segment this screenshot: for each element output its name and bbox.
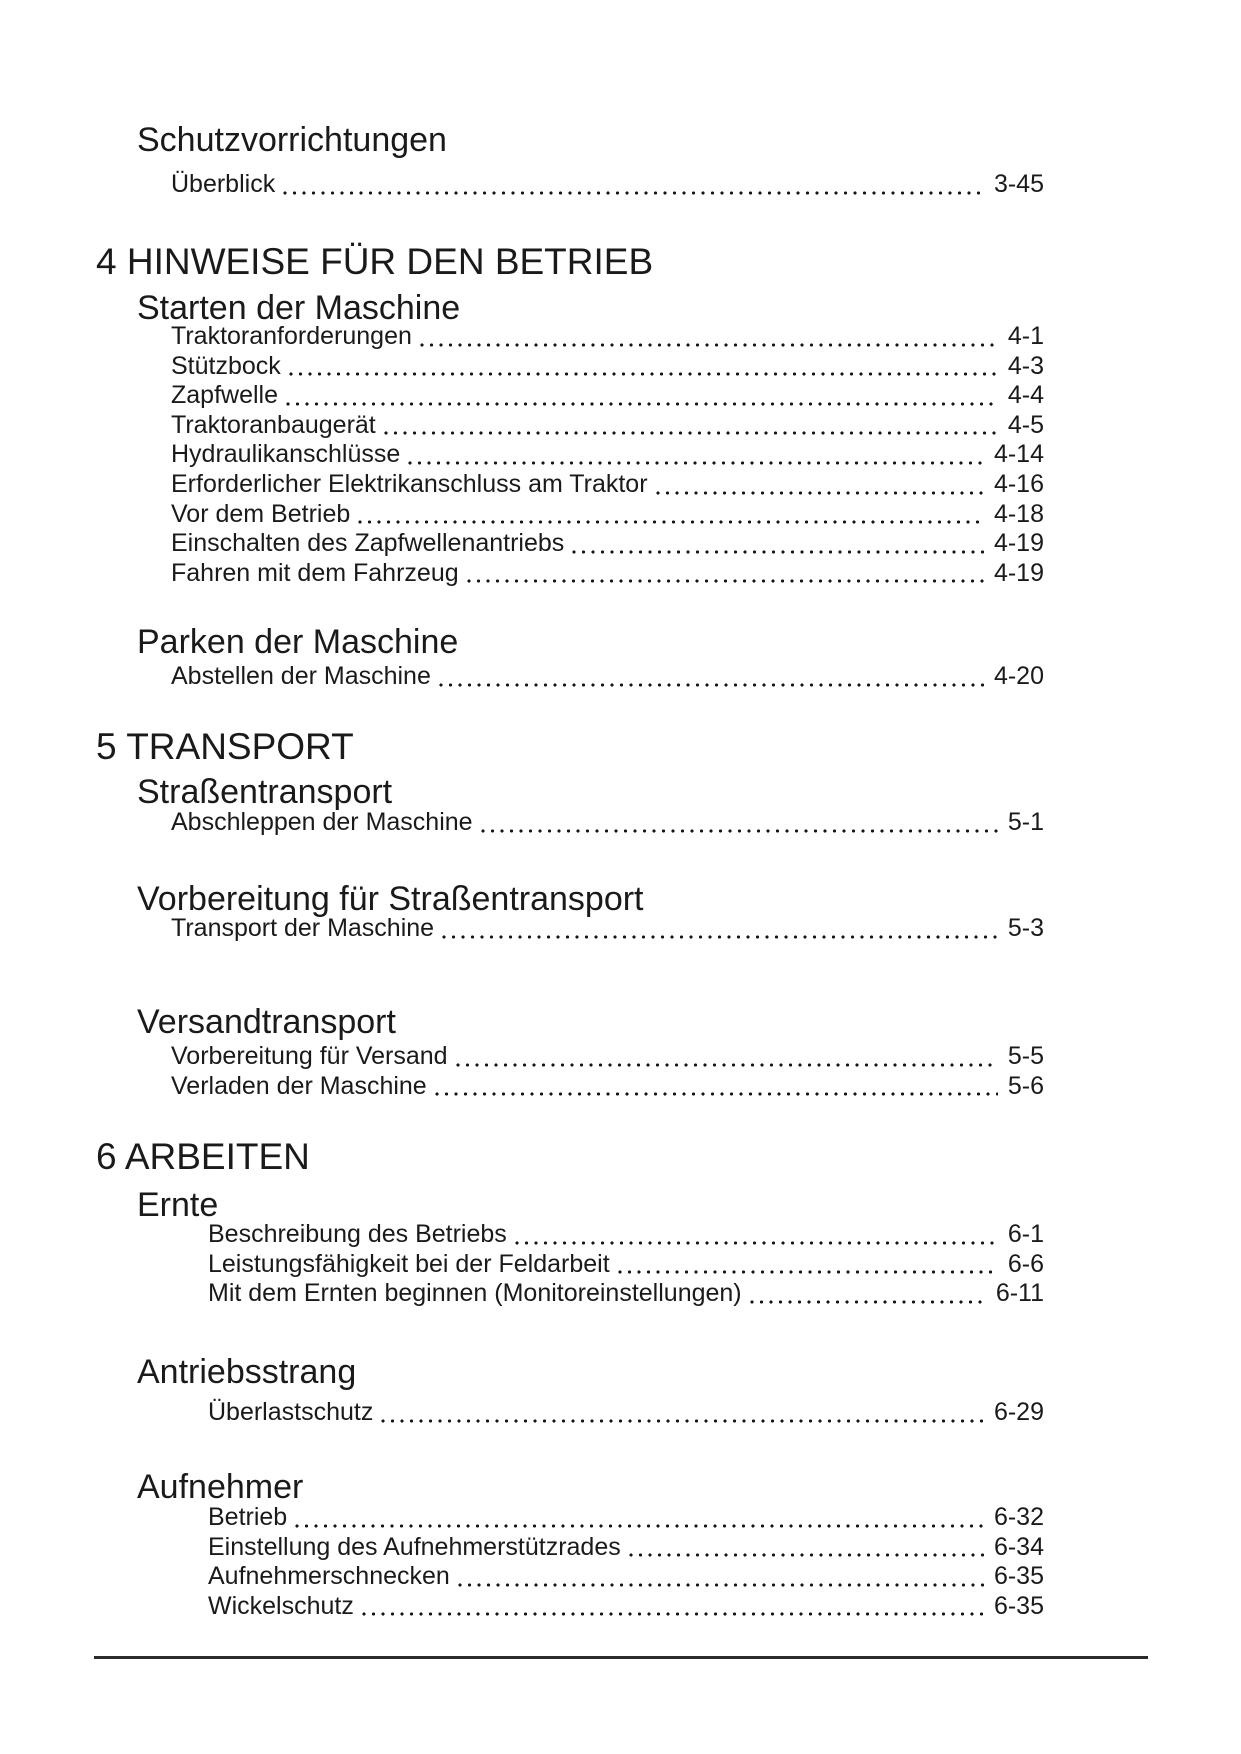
toc-entry-page-number: 5-1 <box>1007 808 1044 836</box>
toc-entry-group <box>171 322 1044 588</box>
chapter-heading: 4 HINWEISE FÜR DEN BETRIEB <box>96 241 654 282</box>
section-heading: Parken der Maschine <box>137 623 459 661</box>
dot-leader <box>442 935 998 939</box>
toc-entry-group <box>171 170 1044 200</box>
dot-leader <box>515 1241 998 1245</box>
toc-entry[interactable] <box>208 1592 1044 1622</box>
toc-entry-label: Stützbock <box>171 351 281 380</box>
toc-entry[interactable] <box>171 411 1044 441</box>
dot-leader <box>289 372 998 376</box>
section-heading: Straßentransport <box>137 773 393 811</box>
toc-entry-label: Abschleppen der Maschine <box>171 808 473 836</box>
toc-entry[interactable] <box>171 1072 1044 1102</box>
toc-entry[interactable] <box>208 1398 1044 1428</box>
dot-leader <box>408 461 984 465</box>
toc-entry-label: Betrieb <box>208 1503 288 1531</box>
toc-entry-label: Einstellung des Aufnehmerstützrades <box>208 1532 621 1561</box>
toc-entry[interactable] <box>171 170 1044 200</box>
toc-entry-label: Einschalten des Zapfwellenantriebs <box>171 529 565 558</box>
footer-divider <box>94 1656 1148 1659</box>
dot-leader <box>435 1092 998 1096</box>
dot-leader <box>467 579 984 583</box>
section-heading: Antriebsstrang <box>137 1353 357 1391</box>
dot-leader <box>362 1612 984 1616</box>
dot-leader <box>656 491 984 495</box>
toc-entry[interactable] <box>171 470 1044 500</box>
toc-entry-group <box>171 914 1044 944</box>
dot-leader <box>381 1419 984 1423</box>
chapter-heading: 5 TRANSPORT <box>96 726 354 767</box>
dot-leader <box>295 1524 984 1528</box>
toc-entry-page-number: 4-3 <box>1007 351 1044 380</box>
toc-entry-label: Aufnehmerschnecken <box>208 1562 450 1591</box>
toc-entry[interactable] <box>171 914 1044 944</box>
toc-entry[interactable] <box>208 1533 1044 1563</box>
toc-entry-page-number: 6-34 <box>993 1532 1044 1561</box>
toc-entry[interactable] <box>208 1250 1044 1280</box>
toc-entry-page-number: 6-35 <box>993 1562 1044 1591</box>
toc-entry[interactable] <box>171 529 1044 559</box>
toc-entry-page-number: 4-5 <box>1007 410 1044 439</box>
toc-entry-label: Erforderlicher Elektrikanschluss am Traktor <box>171 469 648 498</box>
toc-entry-label: Vorbereitung für Versand <box>171 1042 448 1070</box>
toc-entry-group <box>208 1220 1044 1309</box>
toc-entry-group <box>171 808 1044 838</box>
section-heading: Ernte <box>137 1186 219 1224</box>
toc-entry-page-number: 5-5 <box>1007 1042 1044 1070</box>
toc-entry-label: Zapfwelle <box>171 381 278 410</box>
toc-entry-page-number: 4-18 <box>993 499 1044 528</box>
toc-entry-page-number: 4-19 <box>993 529 1044 558</box>
toc-entry-label: Abstellen der Maschine <box>171 662 431 690</box>
toc-entry-label: Hydraulikanschlüsse <box>171 440 401 469</box>
dot-leader <box>618 1270 998 1274</box>
toc-entry-page-number: 6-11 <box>995 1279 1044 1308</box>
dot-leader <box>481 829 998 833</box>
toc-entry[interactable] <box>171 440 1044 470</box>
toc-entry[interactable] <box>171 1042 1044 1072</box>
dot-leader <box>439 683 984 687</box>
toc-entry-label: Traktoranforderungen <box>171 322 412 350</box>
toc-entry-page-number: 4-4 <box>1007 381 1044 410</box>
toc-entry-page-number: 4-20 <box>993 662 1044 690</box>
toc-entry-group <box>208 1398 1044 1428</box>
toc-entry-label: Fahren mit dem Fahrzeug <box>171 558 459 587</box>
toc-entry[interactable] <box>171 352 1044 382</box>
toc-entry-group <box>171 1042 1044 1101</box>
dot-leader <box>750 1300 986 1304</box>
toc-entry-page-number: 4-1 <box>1007 322 1044 350</box>
toc-entry-label: Traktoranbaugerät <box>171 410 376 439</box>
toc-entry[interactable] <box>171 559 1044 589</box>
toc-entry-label: Überlastschutz <box>208 1398 374 1426</box>
dot-leader <box>572 550 984 554</box>
toc-entry[interactable] <box>171 662 1044 692</box>
toc-entry-page-number: 6-1 <box>1007 1220 1044 1248</box>
toc-entry[interactable] <box>171 500 1044 530</box>
toc-entry-label: Mit dem Ernten beginnen (Monitoreinstellungen) <box>208 1279 742 1308</box>
section-heading: Aufnehmer <box>137 1468 304 1506</box>
toc-entry-page-number: 4-14 <box>993 440 1044 469</box>
dot-leader <box>358 520 984 524</box>
chapter-heading: 6 ARBEITEN <box>96 1136 310 1177</box>
dot-leader <box>286 402 998 406</box>
toc-entry[interactable] <box>208 1503 1044 1533</box>
toc-entry[interactable] <box>208 1279 1044 1309</box>
toc-entry-page-number: 6-32 <box>993 1503 1044 1531</box>
toc-entry-label: Leistungsfähigkeit bei der Feldarbeit <box>208 1249 610 1278</box>
toc-entry[interactable] <box>171 808 1044 838</box>
toc-entry-page-number: 6-6 <box>1007 1249 1044 1278</box>
toc-entry-page-number: 6-35 <box>993 1591 1044 1620</box>
toc-entry-page-number: 5-6 <box>1007 1071 1044 1100</box>
toc-entry-group <box>208 1503 1044 1621</box>
section-heading: Versandtransport <box>137 1003 396 1041</box>
dot-leader <box>456 1063 998 1067</box>
toc-entry-page-number: 6-29 <box>993 1398 1044 1426</box>
toc-entry[interactable] <box>171 322 1044 352</box>
toc-entry-label: Beschreibung des Betriebs <box>208 1220 507 1248</box>
toc-entry[interactable] <box>208 1220 1044 1250</box>
toc-entry[interactable] <box>208 1562 1044 1592</box>
toc-entry-page-number: 5-3 <box>1007 914 1044 942</box>
toc-entry-label: Verladen der Maschine <box>171 1071 427 1100</box>
toc-entry-label: Überblick <box>171 170 276 198</box>
dot-leader <box>629 1553 984 1557</box>
toc-entry-group <box>171 662 1044 692</box>
dot-leader <box>384 431 998 435</box>
toc-entry-label: Vor dem Betrieb <box>171 499 351 528</box>
toc-entry-page-number: 4-19 <box>993 558 1044 587</box>
dot-leader <box>420 343 998 347</box>
section-heading: Starten der Maschine <box>137 289 461 327</box>
toc-entry-label: Wickelschutz <box>208 1591 354 1620</box>
dot-leader <box>458 1583 984 1587</box>
toc-entry-page-number: 4-16 <box>993 469 1044 498</box>
toc-entry-label: Transport der Maschine <box>171 914 435 942</box>
toc-entry-page-number: 3-45 <box>993 170 1044 198</box>
section-heading: Schutzvorrichtungen <box>137 121 447 159</box>
section-heading: Vorbereitung für Straßentransport <box>137 880 644 918</box>
dot-leader <box>283 191 984 195</box>
toc-entry[interactable] <box>171 381 1044 411</box>
